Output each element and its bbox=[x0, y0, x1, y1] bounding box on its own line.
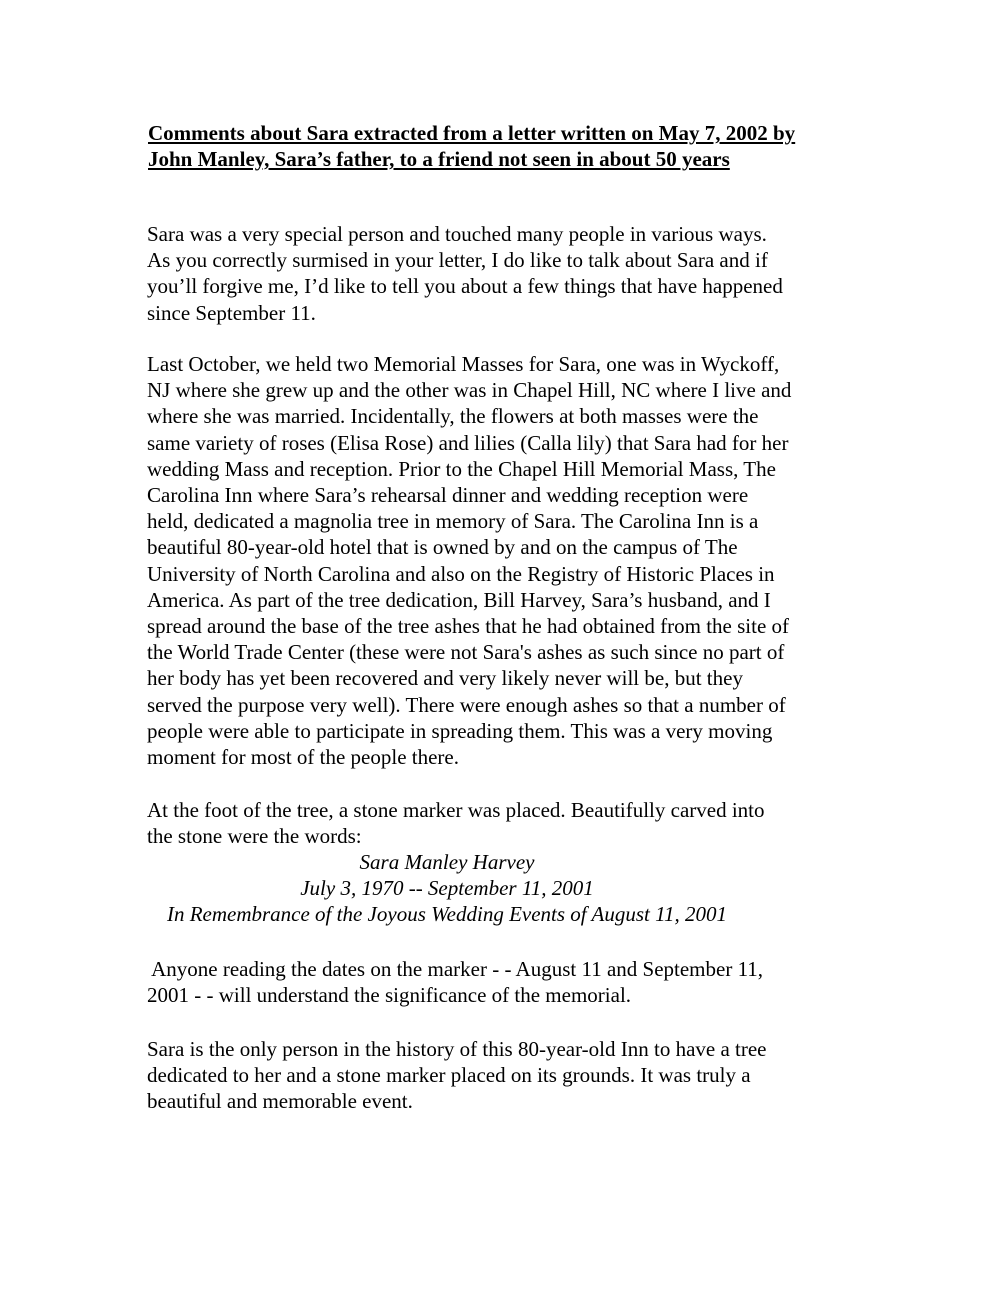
text-line: where she was married. Incidentally, the flowers at both masses were the bbox=[147, 404, 759, 429]
inscription-line: July 3, 1970 -- September 11, 2001 bbox=[300, 876, 594, 901]
text-line: held, dedicated a magnolia tree in memory of Sara. The Carolina Inn is a bbox=[147, 509, 759, 534]
text-line: wedding Mass and reception. Prior to the Chapel Hill Memorial Mass, The bbox=[147, 456, 776, 481]
text-line: people were able to participate in spreading them. This was a very moving bbox=[147, 718, 773, 743]
text-line: Anyone reading the dates on the marker - - August 11 and September 11, bbox=[147, 957, 764, 981]
document-title bbox=[148, 120, 868, 172]
text-line: As you correctly surmised in your letter, I do like to talk about Sara and if bbox=[147, 248, 768, 273]
paragraph-closing bbox=[147, 1036, 867, 1115]
text-line: served the purpose very well). There were enough ashes so that a number of bbox=[147, 692, 786, 717]
paragraph-intro bbox=[147, 221, 867, 326]
text-line: spread around the base of the tree ashes that he had obtained from the site of bbox=[147, 614, 790, 639]
title-line: Comments about Sara extracted from a letter written on May 7, 2002 by bbox=[148, 121, 796, 145]
text-line: same variety of roses (Elisa Rose) and lilies (Calla lily) that Sara had for her bbox=[147, 430, 789, 455]
paragraph-memorial-masses bbox=[147, 351, 867, 770]
title-line: John Manley, Sara’s father, to a friend not seen in about 50 years bbox=[148, 147, 730, 171]
paragraph-stone-marker bbox=[147, 797, 867, 849]
marker-inscription bbox=[147, 849, 747, 928]
inscription-line: Sara Manley Harvey bbox=[359, 850, 535, 874]
text-line: dedicated to her and a stone marker placed on its grounds. It was truly a bbox=[147, 1063, 751, 1088]
text-line: the stone were the words: bbox=[147, 824, 362, 849]
text-line: Carolina Inn where Sara’s rehearsal dinner and wedding reception were bbox=[147, 483, 749, 508]
text-line: beautiful and memorable event. bbox=[147, 1089, 413, 1114]
text-line: moment for most of the people there. bbox=[147, 745, 459, 770]
text-line: her body has yet been recovered and very likely never will be, but they bbox=[147, 666, 743, 691]
text-line: since September 11. bbox=[147, 300, 316, 325]
text-line: Sara is the only person in the history of this 80-year-old Inn to have a tree bbox=[147, 1037, 767, 1061]
text-line: you’ll forgive me, I’d like to tell you about a few things that have happened bbox=[147, 274, 783, 299]
text-line: 2001 - - will understand the significance of the memorial. bbox=[147, 983, 632, 1008]
text-line: the World Trade Center (these were not Sara's ashes as such since no part of bbox=[147, 640, 785, 665]
paragraph-dates bbox=[147, 956, 867, 1008]
text-line: Last October, we held two Memorial Masses for Sara, one was in Wyckoff, bbox=[147, 352, 780, 376]
text-line: University of North Carolina and also on the Registry of Historic Places in bbox=[147, 561, 775, 586]
inscription-line: In Remembrance of the Joyous Wedding Events of August 11, 2001 bbox=[166, 902, 728, 927]
text-line: NJ where she grew up and the other was in Chapel Hill, NC where I live and bbox=[147, 378, 792, 403]
text-line: America. As part of the tree dedication, Bill Harvey, Sara’s husband, and I bbox=[147, 587, 771, 612]
text-line: Sara was a very special person and touched many people in various ways. bbox=[147, 222, 767, 246]
text-line: beautiful 80-year-old hotel that is owned by and on the campus of The bbox=[147, 535, 738, 560]
text-line: At the foot of the tree, a stone marker was placed. Beautifully carved into bbox=[147, 798, 765, 822]
